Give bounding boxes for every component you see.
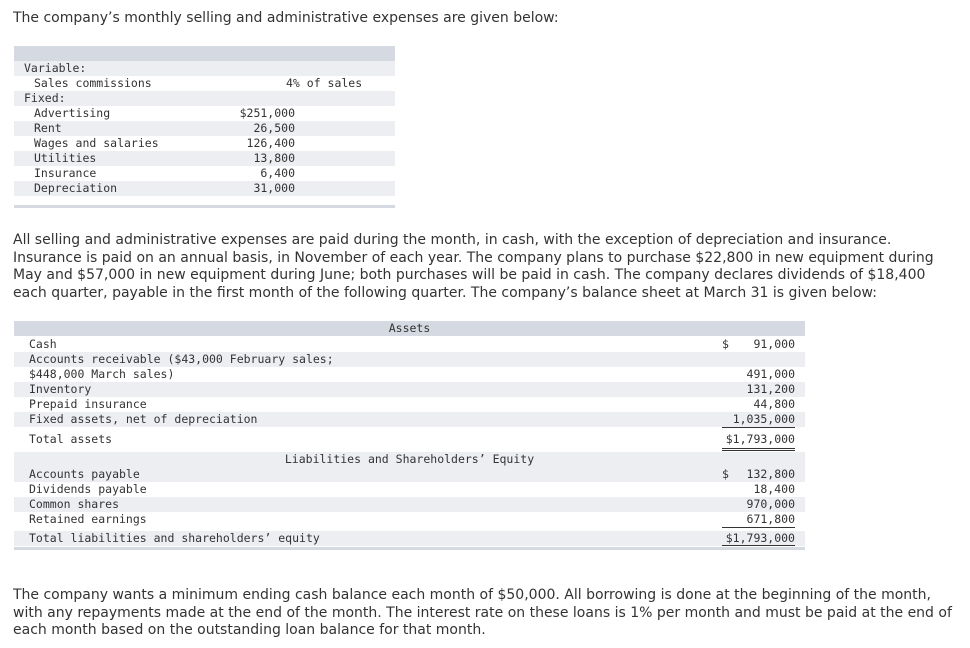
variable-label: Variable: <box>24 61 87 75</box>
dividends-payable-value: 18,400 <box>753 482 795 496</box>
cash-currency: $ <box>722 337 729 351</box>
balance-sheet-footer-bar <box>14 547 805 550</box>
expense-value: 31,000 <box>253 181 295 195</box>
fixed-assets-value: 1,035,000 <box>732 412 795 426</box>
dividends-payable-label: Dividends payable <box>29 482 147 496</box>
accounts-receivable-value: 491,000 <box>746 367 795 381</box>
cash-label: Cash <box>29 337 57 351</box>
table-row <box>14 382 805 397</box>
expense-label: Depreciation <box>34 181 118 195</box>
table-row <box>14 412 805 427</box>
balance-sheet-header-bar <box>14 321 805 336</box>
expense-value: 6,400 <box>260 166 295 180</box>
accounts-receivable-label: Accounts receivable ($43,000 February sales; <box>29 352 334 366</box>
total-assets-label: Total assets <box>29 432 113 446</box>
expenses-table <box>14 46 395 208</box>
table-row <box>14 512 805 527</box>
table-row <box>14 166 395 181</box>
inventory-value: 131,200 <box>746 382 795 396</box>
liabilities-header: Liabilities and Shareholders’ Equity <box>284 452 535 466</box>
retained-earnings-label: Retained earnings <box>29 512 147 526</box>
total-double-underline <box>722 545 795 546</box>
expense-label: Rent <box>34 121 62 135</box>
table-row <box>14 181 395 196</box>
table-row <box>14 91 395 106</box>
table-row <box>14 531 805 546</box>
accounts-receivable-label-cont: $448,000 March sales) <box>29 367 175 381</box>
common-shares-value: 970,000 <box>746 497 795 511</box>
table-row <box>14 497 805 512</box>
accounts-payable-value: 132,800 <box>746 467 795 481</box>
table-row <box>14 121 395 136</box>
total-liabilities-equity-label: Total liabilities and shareholders’ equity <box>29 531 320 545</box>
table-row <box>14 106 395 121</box>
expense-label: Utilities <box>34 151 97 165</box>
expense-label: Wages and salaries <box>34 136 159 150</box>
expense-value: 126,400 <box>246 136 295 150</box>
prepaid-insurance-label: Prepaid insurance <box>29 397 147 411</box>
fixed-assets-label: Fixed assets, net of depreciation <box>29 412 258 426</box>
accounts-payable-currency: $ <box>722 467 729 481</box>
assets-header: Assets <box>388 321 431 335</box>
retained-earnings-value: 671,800 <box>746 512 795 526</box>
sales-commissions-label: Sales commissions <box>34 76 152 90</box>
closing-paragraph: The company wants a minimum ending cash balance each month of $50,000. All borrowing is done at the beginning of the month, with any repayments made at the end of the month. The interest rate on these loans is 1% per month and must be paid at the end of each month based on the outstanding loan balance for that month. <box>13 587 952 638</box>
table-row <box>14 151 395 166</box>
table-row <box>14 452 805 467</box>
expense-value: 13,800 <box>253 151 295 165</box>
total-double-underline <box>722 448 795 449</box>
expenses-table-footer-bar <box>14 205 395 208</box>
table-row <box>14 352 805 367</box>
expense-value: 26,500 <box>253 121 295 135</box>
table-row <box>14 61 395 76</box>
expense-label: Insurance <box>34 166 97 180</box>
total-double-underline <box>722 450 795 451</box>
sales-commissions-value: 4% of sales <box>286 76 363 90</box>
intro-paragraph: The company’s monthly selling and administrative expenses are given below: <box>13 10 559 26</box>
table-row <box>14 76 395 91</box>
expense-label: Advertising <box>34 106 111 120</box>
middle-paragraph: All selling and administrative expenses are paid during the month, in cash, with the exception of depreciation and insurance. Insurance is paid on an annual basis, in November of each year. The company plans to purchase $22,800 in new equipment during May and $57,000 in new equipment during June; both purchases will be paid in cash. The company declares dividends of $18,400 each quarter, payable in the first month of the following quarter. The company’s balance sheet at March 31 is given below: <box>13 232 934 301</box>
table-row <box>14 136 395 151</box>
inventory-label: Inventory <box>29 382 92 396</box>
fixed-label: Fixed: <box>24 91 66 105</box>
table-row <box>14 337 805 352</box>
prepaid-insurance-value: 44,800 <box>753 397 795 411</box>
table-row <box>14 467 805 482</box>
table-row <box>14 367 805 382</box>
subtotal-underline <box>722 427 795 428</box>
balance-sheet-table <box>14 321 805 550</box>
total-liabilities-equity-value: $1,793,000 <box>725 531 795 545</box>
table-row <box>14 397 805 412</box>
subtotal-underline <box>722 527 795 528</box>
total-assets-value: $1,793,000 <box>725 432 795 446</box>
common-shares-label: Common shares <box>29 497 120 511</box>
accounts-payable-label: Accounts payable <box>29 467 140 481</box>
cash-value: 91,000 <box>753 337 795 351</box>
table-row <box>14 432 805 447</box>
table-row <box>14 482 805 497</box>
expenses-table-header-bar <box>14 46 395 61</box>
expense-value: $251,000 <box>239 106 295 120</box>
